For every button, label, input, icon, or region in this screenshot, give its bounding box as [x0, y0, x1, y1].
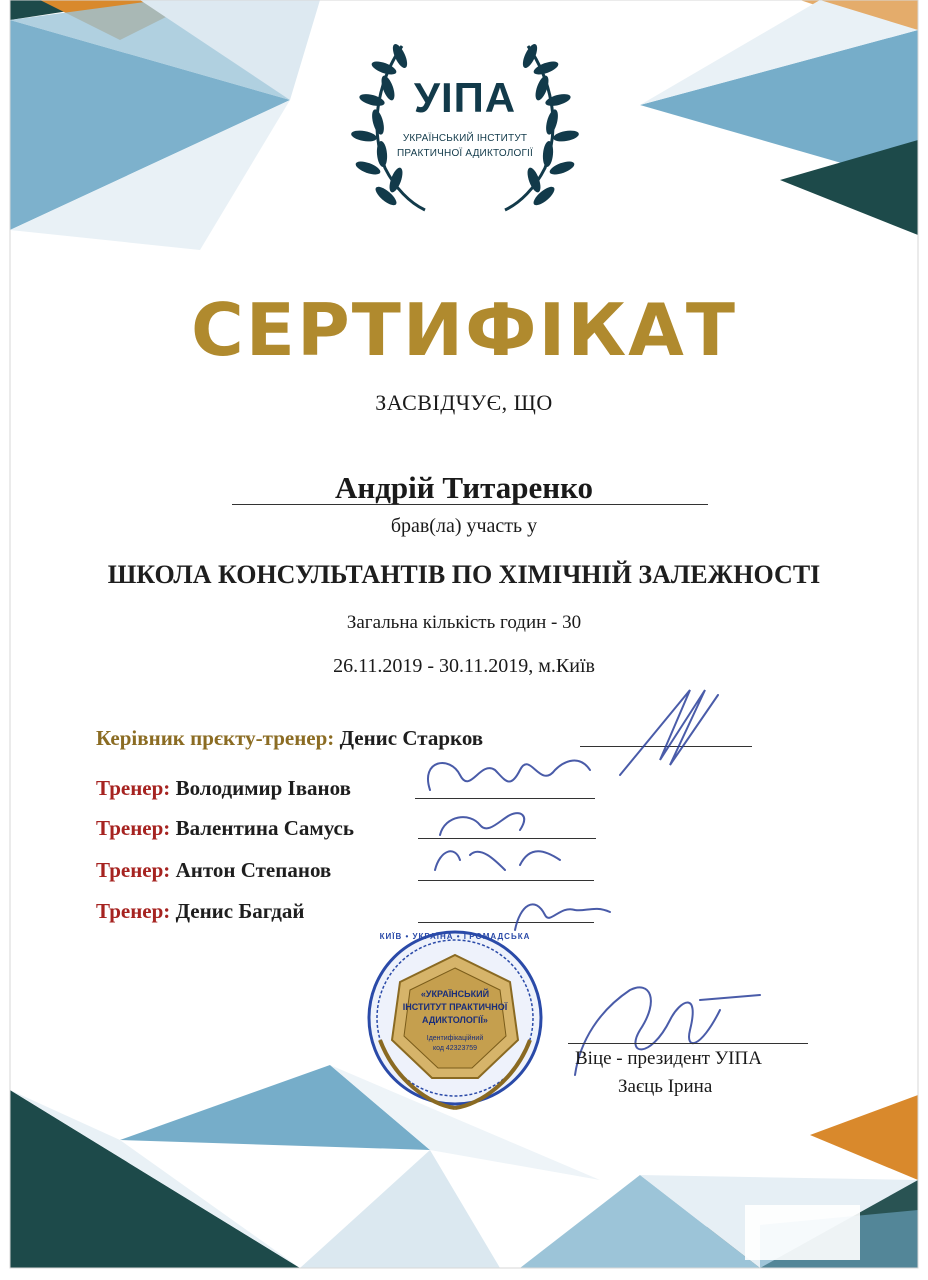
participation-text: брав(ла) участь у [390, 515, 538, 537]
signature-stepanov [435, 851, 560, 870]
stamp-line: код 42323759 [432, 1045, 478, 1052]
stamp-line: ІНСТИТУТ ПРАКТИЧНОЇ [402, 1002, 508, 1012]
signature-ivanov [428, 761, 590, 790]
stamp-line: «УКРАЇНСЬКИЙ [420, 989, 490, 999]
stamp-line: Ідентифікаційний [426, 1035, 484, 1042]
person-role: Керівник прєкту-тренер: [96, 726, 335, 750]
signature-bagdai [515, 904, 610, 930]
signature-starkov [620, 690, 718, 775]
person-role: Тренер: [96, 899, 171, 923]
course-title: ШКОЛА КОНСУЛЬТАНТІВ ПО ХІМІЧНІЙ ЗАЛЕЖНОСТІ [107, 560, 821, 589]
official-stamp [360, 930, 550, 1115]
person-name: Денис Багдай [175, 899, 305, 923]
person-role: Тренер: [96, 858, 171, 882]
certifies-text: ЗАСВІДЧУЄ, ЩО [375, 390, 553, 415]
logo-subtitle-line1: УКРАЇНСЬКИЙ ІНСТИТУТ [402, 133, 528, 144]
stamp-small-text [360, 1034, 550, 1054]
vp-signature-line [568, 1043, 808, 1044]
person-name: Валентина Самусь [175, 816, 354, 840]
vp-title: Віце - президент УІПА [575, 1048, 762, 1069]
person-name: Антон Степанов [175, 858, 332, 882]
stamp-center-text [360, 988, 550, 1027]
person-role: Тренер: [96, 776, 171, 800]
signature-samus [440, 813, 524, 835]
stamp-outer-text: КИЇВ • УКРАЇНА • ГРОМАДСЬКА [379, 932, 531, 941]
recipient-name: Андрій Титаренко [334, 470, 594, 505]
stamp-line: АДИКТОЛОГІЇ» [422, 1015, 488, 1025]
event-dates-location: 26.11.2019 - 30.11.2019, м.Київ [333, 655, 595, 677]
person-name: Володимир Іванов [175, 776, 351, 800]
logo-subtitle-line2: ПРАКТИЧНОЇ АДИКТОЛОГІЇ [396, 148, 534, 159]
person-name: Денис Старков [339, 726, 484, 750]
certificate-title: СЕРТИФІКАТ [190, 288, 738, 372]
total-hours: Загальна кількість годин - 30 [346, 612, 582, 633]
vp-name: Заєць Ірина [618, 1076, 713, 1097]
person-role: Тренер: [96, 816, 171, 840]
logo-abbreviation: УІПА [413, 74, 517, 121]
